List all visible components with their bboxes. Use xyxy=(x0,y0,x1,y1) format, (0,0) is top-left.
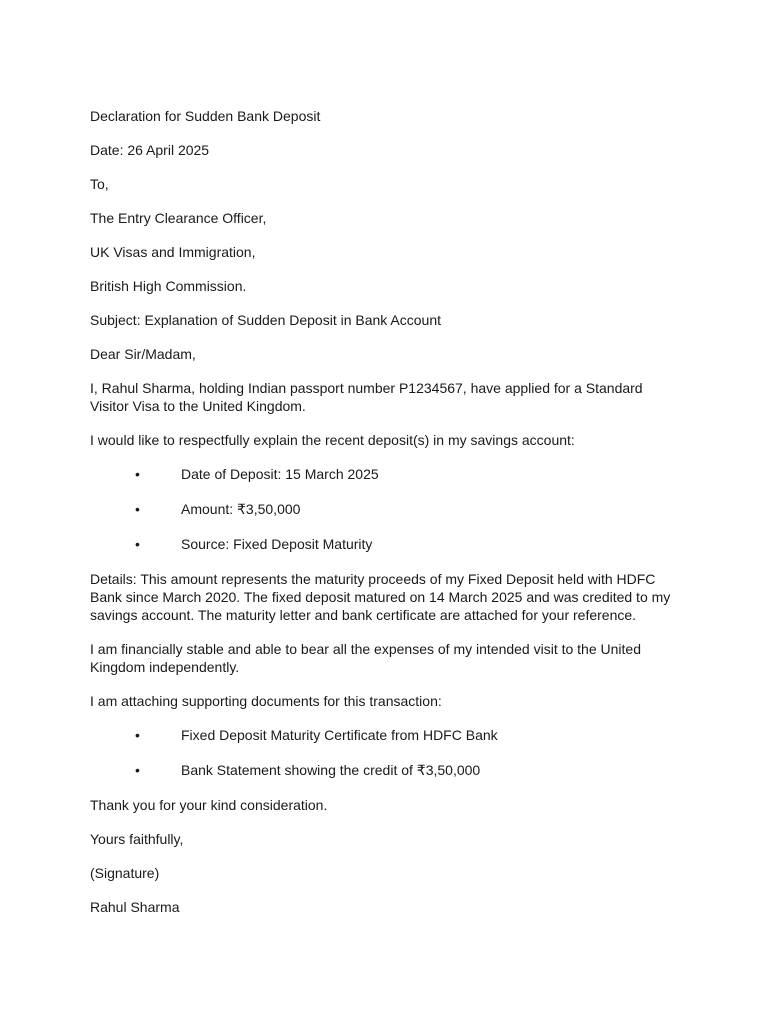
bullet-icon: • xyxy=(135,727,140,743)
recipient-line: British High Commission. xyxy=(90,278,247,294)
list-item xyxy=(90,726,680,744)
bullet-icon: • xyxy=(135,501,140,517)
addressee-to: To, xyxy=(90,176,109,192)
bullet-icon: • xyxy=(135,536,140,552)
explain-lead: I would like to respectfully explain the recent deposit(s) in my savings account: xyxy=(90,432,575,448)
letter-subject: Subject: Explanation of Sudden Deposit in Bank Account xyxy=(90,312,442,328)
list-item-text: Amount: ₹3,50,000 xyxy=(181,501,301,517)
thanks-line: Thank you for your kind consideration. xyxy=(90,797,328,813)
letter-heading: Declaration for Sudden Bank Deposit xyxy=(90,108,321,124)
intro-paragraph: I, Rahul Sharma, holding Indian passport number P1234567, have applied for a Standard Visitor Visa to the United Kingdom. xyxy=(90,380,643,414)
attachments-list xyxy=(90,726,680,779)
sender-name: Rahul Sharma xyxy=(90,899,180,915)
closing-line: Yours faithfully, xyxy=(90,831,184,847)
attach-lead: I am attaching supporting documents for this transaction: xyxy=(90,693,442,709)
deposit-details-list xyxy=(90,465,680,553)
financial-paragraph: I am financially stable and able to bear all the expenses of my intended visit to the United Kingdom independently. xyxy=(90,641,641,675)
list-item-text: Fixed Deposit Maturity Certificate from HDFC Bank xyxy=(181,727,498,743)
recipient-line: UK Visas and Immigration, xyxy=(90,244,256,260)
list-item xyxy=(90,535,680,553)
list-item xyxy=(90,465,680,483)
list-item xyxy=(90,500,680,518)
list-item-text: Bank Statement showing the credit of ₹3,50,000 xyxy=(181,762,481,778)
list-item-text: Source: Fixed Deposit Maturity xyxy=(181,536,373,552)
list-item xyxy=(90,761,680,779)
bullet-icon: • xyxy=(135,762,140,778)
list-item-text: Date of Deposit: 15 March 2025 xyxy=(181,466,379,482)
letter-date: Date: 26 April 2025 xyxy=(90,142,210,158)
bullet-icon: • xyxy=(135,466,140,482)
recipient-line: The Entry Clearance Officer, xyxy=(90,210,267,226)
letter-page xyxy=(90,107,680,932)
signature-placeholder: (Signature) xyxy=(90,865,160,881)
salutation: Dear Sir/Madam, xyxy=(90,346,196,362)
details-paragraph: Details: This amount represents the maturity proceeds of my Fixed Deposit held with HDFC Bank since March 2020. The fixed deposit matured on 14 March 2025 and was credited to my savings account. The maturity letter and bank certificate are attached for your reference. xyxy=(90,571,671,623)
